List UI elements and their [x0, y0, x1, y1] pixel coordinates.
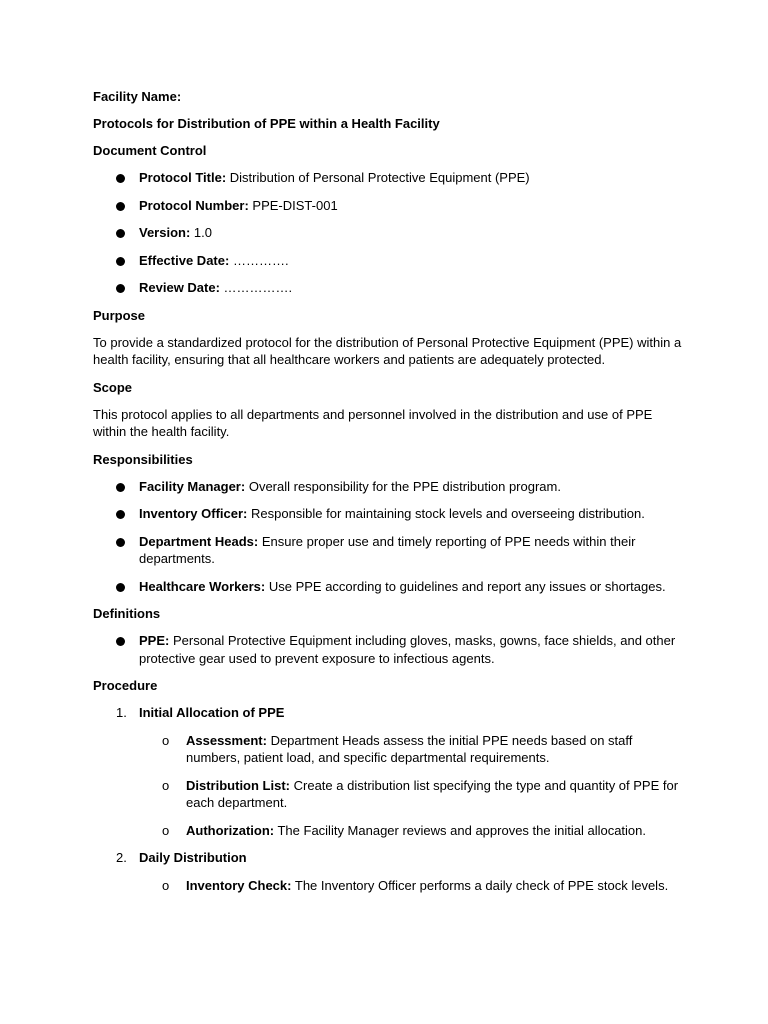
procedure-substeps — [93, 877, 683, 895]
item-label: Review Date: — [139, 280, 220, 295]
item-value: Distribution of Personal Protective Equipment (PPE) — [229, 170, 530, 185]
list-item — [93, 478, 683, 496]
item-value: PPE-DIST-001 — [252, 197, 338, 213]
bullet-icon — [116, 284, 125, 293]
responsibilities-heading: Responsibilities — [93, 451, 193, 467]
bullet-icon — [116, 637, 125, 646]
item-label: Protocol Title: — [139, 170, 227, 185]
document-control-heading: Document Control — [93, 143, 207, 158]
scope-text: This protocol applies to all departments and personnel involved in the distribution and use of PPE within the health facility. — [93, 406, 653, 439]
list-item — [93, 197, 683, 215]
bullet-icon — [116, 483, 125, 492]
document-control-list — [93, 169, 683, 297]
procedure-heading: Procedure — [93, 678, 158, 693]
bullet-icon — [116, 583, 125, 592]
item-label: Effective Date: — [139, 252, 230, 268]
item-value: Department Heads assess the initial PPE needs based on staff numbers, patient load, and specific departmental requirements. — [186, 732, 633, 765]
bullet-icon — [116, 202, 125, 211]
step-title: Initial Allocation of PPE — [139, 705, 285, 720]
procedure-step — [93, 704, 683, 722]
item-label: Healthcare Workers: — [139, 578, 266, 594]
item-label: Version: — [139, 225, 191, 240]
item-label: Protocol Number: — [139, 197, 249, 213]
step-number: 1. — [116, 705, 127, 720]
item-value: Personal Protective Equipment including gloves, masks, gowns, face shields, and other protective gear used to prevent exposure to infectious agents. — [139, 633, 676, 666]
item-value: Use PPE according to guidelines and report any issues or shortages. — [268, 578, 666, 594]
list-item — [93, 578, 683, 596]
circle-bullet-icon: o — [162, 777, 170, 793]
item-value: The Inventory Officer performs a daily check of PPE stock levels. — [294, 877, 669, 893]
document-title: Protocols for Distribution of PPE within a Health Facility — [93, 116, 440, 131]
list-item — [93, 777, 683, 812]
bullet-icon — [116, 538, 125, 547]
item-label: Distribution List: — [186, 777, 290, 793]
circle-bullet-icon: o — [162, 822, 170, 838]
list-item — [93, 822, 683, 840]
circle-bullet-icon: o — [162, 877, 170, 893]
purpose-text: To provide a standardized protocol for the distribution of Personal Protective Equipment (PPE) within a health facility, ensuring that all healthcare workers and patients are adequately protected. — [93, 334, 682, 367]
list-item — [93, 533, 683, 568]
definitions-heading: Definitions — [93, 606, 161, 621]
bullet-icon — [116, 510, 125, 519]
list-item — [93, 279, 683, 297]
bullet-icon — [116, 257, 125, 266]
list-item — [93, 877, 683, 895]
procedure-step — [93, 849, 683, 867]
list-item — [93, 224, 683, 242]
list-item — [93, 632, 683, 667]
item-label: Inventory Officer: — [139, 506, 248, 521]
item-value: ……………. — [223, 280, 293, 295]
facility-name-label: Facility Name: — [93, 89, 182, 104]
responsibilities-list — [93, 478, 683, 596]
definitions-list — [93, 632, 683, 667]
item-value: The Facility Manager reviews and approves the initial allocation. — [277, 822, 647, 838]
step-number: 2. — [116, 850, 127, 865]
item-value: Overall responsibility for the PPE distribution program. — [248, 478, 561, 494]
item-value: 1.0 — [193, 225, 212, 240]
list-item — [93, 169, 683, 187]
document-body — [93, 88, 683, 904]
item-value: Responsible for maintaining stock levels and overseeing distribution. — [250, 506, 645, 521]
item-label: Assessment: — [186, 732, 267, 748]
item-label: Authorization: — [186, 822, 275, 838]
item-label: Department Heads: — [139, 533, 259, 549]
purpose-heading: Purpose — [93, 307, 146, 323]
item-value: Ensure proper use and timely reporting of PPE needs within their departments. — [139, 533, 636, 566]
item-label: Facility Manager: — [139, 478, 246, 494]
scope-heading: Scope — [93, 379, 133, 395]
list-item — [93, 505, 683, 523]
item-value: Create a distribution list specifying the type and quantity of PPE for each department. — [186, 777, 679, 810]
circle-bullet-icon: o — [162, 732, 170, 748]
list-item — [93, 252, 683, 270]
item-label: PPE: — [139, 633, 170, 648]
item-value: …………. — [232, 252, 289, 268]
item-label: Inventory Check: — [186, 877, 292, 893]
bullet-icon — [116, 229, 125, 238]
procedure-substeps — [93, 732, 683, 840]
step-title: Daily Distribution — [139, 850, 247, 865]
list-item — [93, 732, 683, 767]
bullet-icon — [116, 174, 125, 183]
